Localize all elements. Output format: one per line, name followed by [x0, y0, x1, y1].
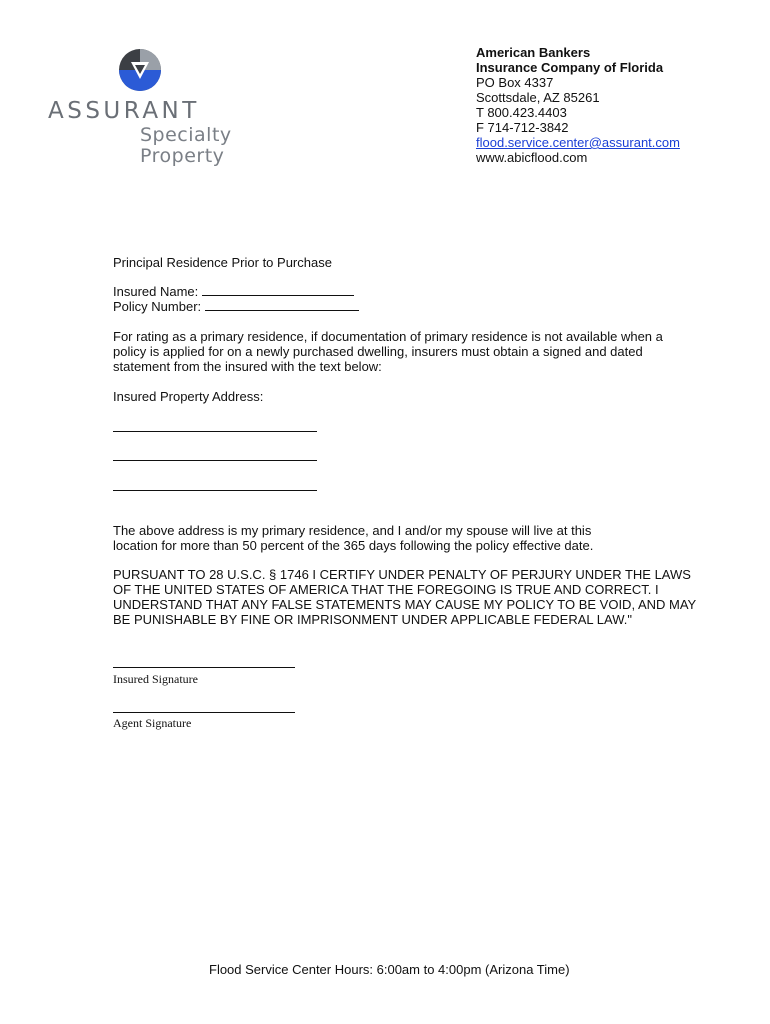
agent-signature-line[interactable] — [113, 712, 295, 713]
intro-line: policy is applied for on a newly purchased dwelling, insurers must obtain a signed and dated — [113, 344, 643, 359]
property-address-line-2[interactable] — [113, 460, 317, 461]
city-state-zip: Scottsdale, AZ 85261 — [476, 90, 600, 105]
insured-signature-label: Insured Signature — [113, 672, 198, 686]
property-address-line-3[interactable] — [113, 490, 317, 491]
phone-number: T 800.423.4403 — [476, 105, 567, 120]
fax-number: F 714-712-3842 — [476, 120, 569, 135]
intro-line: For rating as a primary residence, if documentation of primary residence is not available when a — [113, 329, 663, 344]
assurant-logo-mark-icon — [118, 48, 162, 92]
property-address-line-1[interactable] — [113, 431, 317, 432]
intro-line: statement from the insured with the text below: — [113, 359, 382, 374]
company-address-block — [476, 45, 680, 165]
intro-paragraph — [113, 329, 663, 374]
agent-signature-label: Agent Signature — [113, 716, 192, 730]
form-title: Principal Residence Prior to Purchase — [113, 255, 332, 270]
statement-line: location for more than 50 percent of the 365 days following the policy effective date. — [113, 538, 594, 553]
logo-wordmark: ASSURANT — [48, 98, 200, 124]
company-name-line2: Insurance Company of Florida — [476, 60, 664, 75]
logo-subtitle-property: Property — [140, 145, 225, 167]
residence-statement — [113, 523, 593, 553]
logo-subtitle-specialty: Specialty — [140, 124, 232, 146]
policy-number-field[interactable] — [205, 299, 359, 311]
insured-name-row — [113, 284, 354, 299]
statement-line: The above address is my primary residence, and I and/or my spouse will live at this — [113, 523, 592, 538]
company-name-line1: American Bankers — [476, 45, 591, 60]
policy-number-row — [113, 299, 359, 314]
certify-line: OF THE UNITED STATES OF AMERICA THAT THE FOREGOING IS TRUE AND CORRECT. I — [113, 582, 659, 597]
policy-number-label: Policy Number: — [113, 299, 202, 314]
property-address-label: Insured Property Address: — [113, 389, 264, 404]
po-box: PO Box 4337 — [476, 75, 554, 90]
insured-name-field[interactable] — [202, 284, 354, 296]
certify-line: UNDERSTAND THAT ANY FALSE STATEMENTS MAY CAUSE MY POLICY TO BE VOID, AND MAY — [113, 597, 697, 612]
website: www.abicflood.com — [476, 150, 588, 165]
certification-paragraph — [113, 567, 696, 627]
certify-line: BE PUNISHABLE BY FINE OR IMPRISONMENT UNDER APPLICABLE FEDERAL LAW." — [113, 612, 632, 627]
insured-signature-line[interactable] — [113, 667, 295, 668]
certify-line: PURSUANT TO 28 U.S.C. § 1746 I CERTIFY UNDER PENALTY OF PERJURY UNDER THE LAWS — [113, 567, 691, 582]
footer-hours: Flood Service Center Hours: 6:00am to 4:00pm (Arizona Time) — [209, 962, 570, 977]
insured-name-label: Insured Name: — [113, 284, 199, 299]
email-link[interactable]: flood.service.center@assurant.com — [476, 135, 680, 150]
